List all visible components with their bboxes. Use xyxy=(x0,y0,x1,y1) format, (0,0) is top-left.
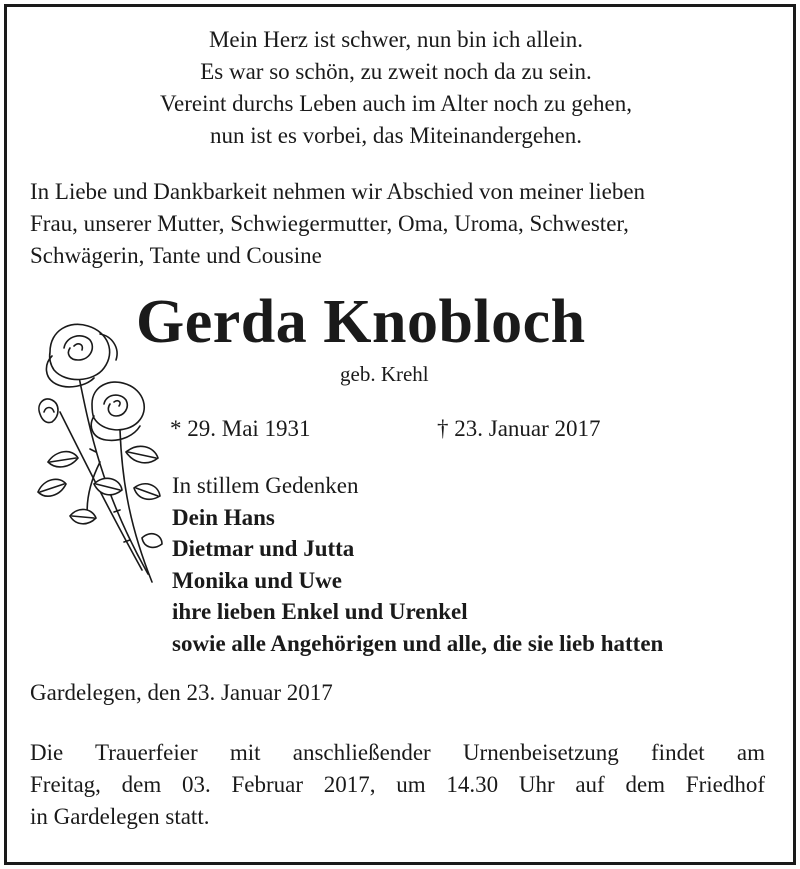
intro-line: In Liebe und Dankbarkeit nehmen wir Abschied von meiner lieben xyxy=(30,179,646,204)
intro-line: Schwägerin, Tante und Cousine xyxy=(30,243,322,268)
mourner-entry: Monika und Uwe xyxy=(172,567,342,593)
mourners-block xyxy=(172,470,663,659)
poem-line: Vereint durchs Leben auch im Alter noch zu gehen, xyxy=(160,91,632,116)
birth-date: * 29. Mai 1931 xyxy=(170,416,311,441)
poem-line: Mein Herz ist schwer, nun bin ich allein. xyxy=(208,27,583,52)
maiden-name: geb. Krehl xyxy=(340,362,429,386)
mourner-entry: ihre lieben Enkel und Urenkel xyxy=(172,599,468,624)
intro-text xyxy=(30,176,765,272)
death-date: † 23. Januar 2017 xyxy=(437,416,601,441)
mourners-heading: In stillem Gedenken xyxy=(172,473,359,498)
ceremony-line: Freitag, dem 03. Februar 2017, um 14.30 Uhr auf dem Friedhof xyxy=(30,772,765,797)
mourner-entry: sowie alle Angehörigen und alle, die sie lieb hatten xyxy=(172,630,664,656)
poem-line: Es war so schön, zu zweit noch da zu sein. xyxy=(200,59,592,84)
ceremony-notice xyxy=(30,737,765,833)
mourner-entry: Dein Hans xyxy=(172,504,275,530)
mourner-entry: Dietmar und Jutta xyxy=(172,536,355,561)
place-and-date: Gardelegen, den 23. Januar 2017 xyxy=(30,680,333,705)
intro-line: Frau, unserer Mutter, Schwiegermutter, Oma, Uroma, Schwester, xyxy=(30,211,629,236)
poem-line: nun ist es vorbei, das Miteinandergehen. xyxy=(210,123,582,148)
deceased-name: Gerda Knobloch xyxy=(136,288,586,356)
rose-icon xyxy=(30,312,166,600)
ceremony-line: in Gardelegen statt. xyxy=(30,804,210,829)
poem xyxy=(0,24,792,152)
ceremony-line: Die Trauerfeier mit anschließender Urnenbeisetzung findet am xyxy=(30,740,765,765)
